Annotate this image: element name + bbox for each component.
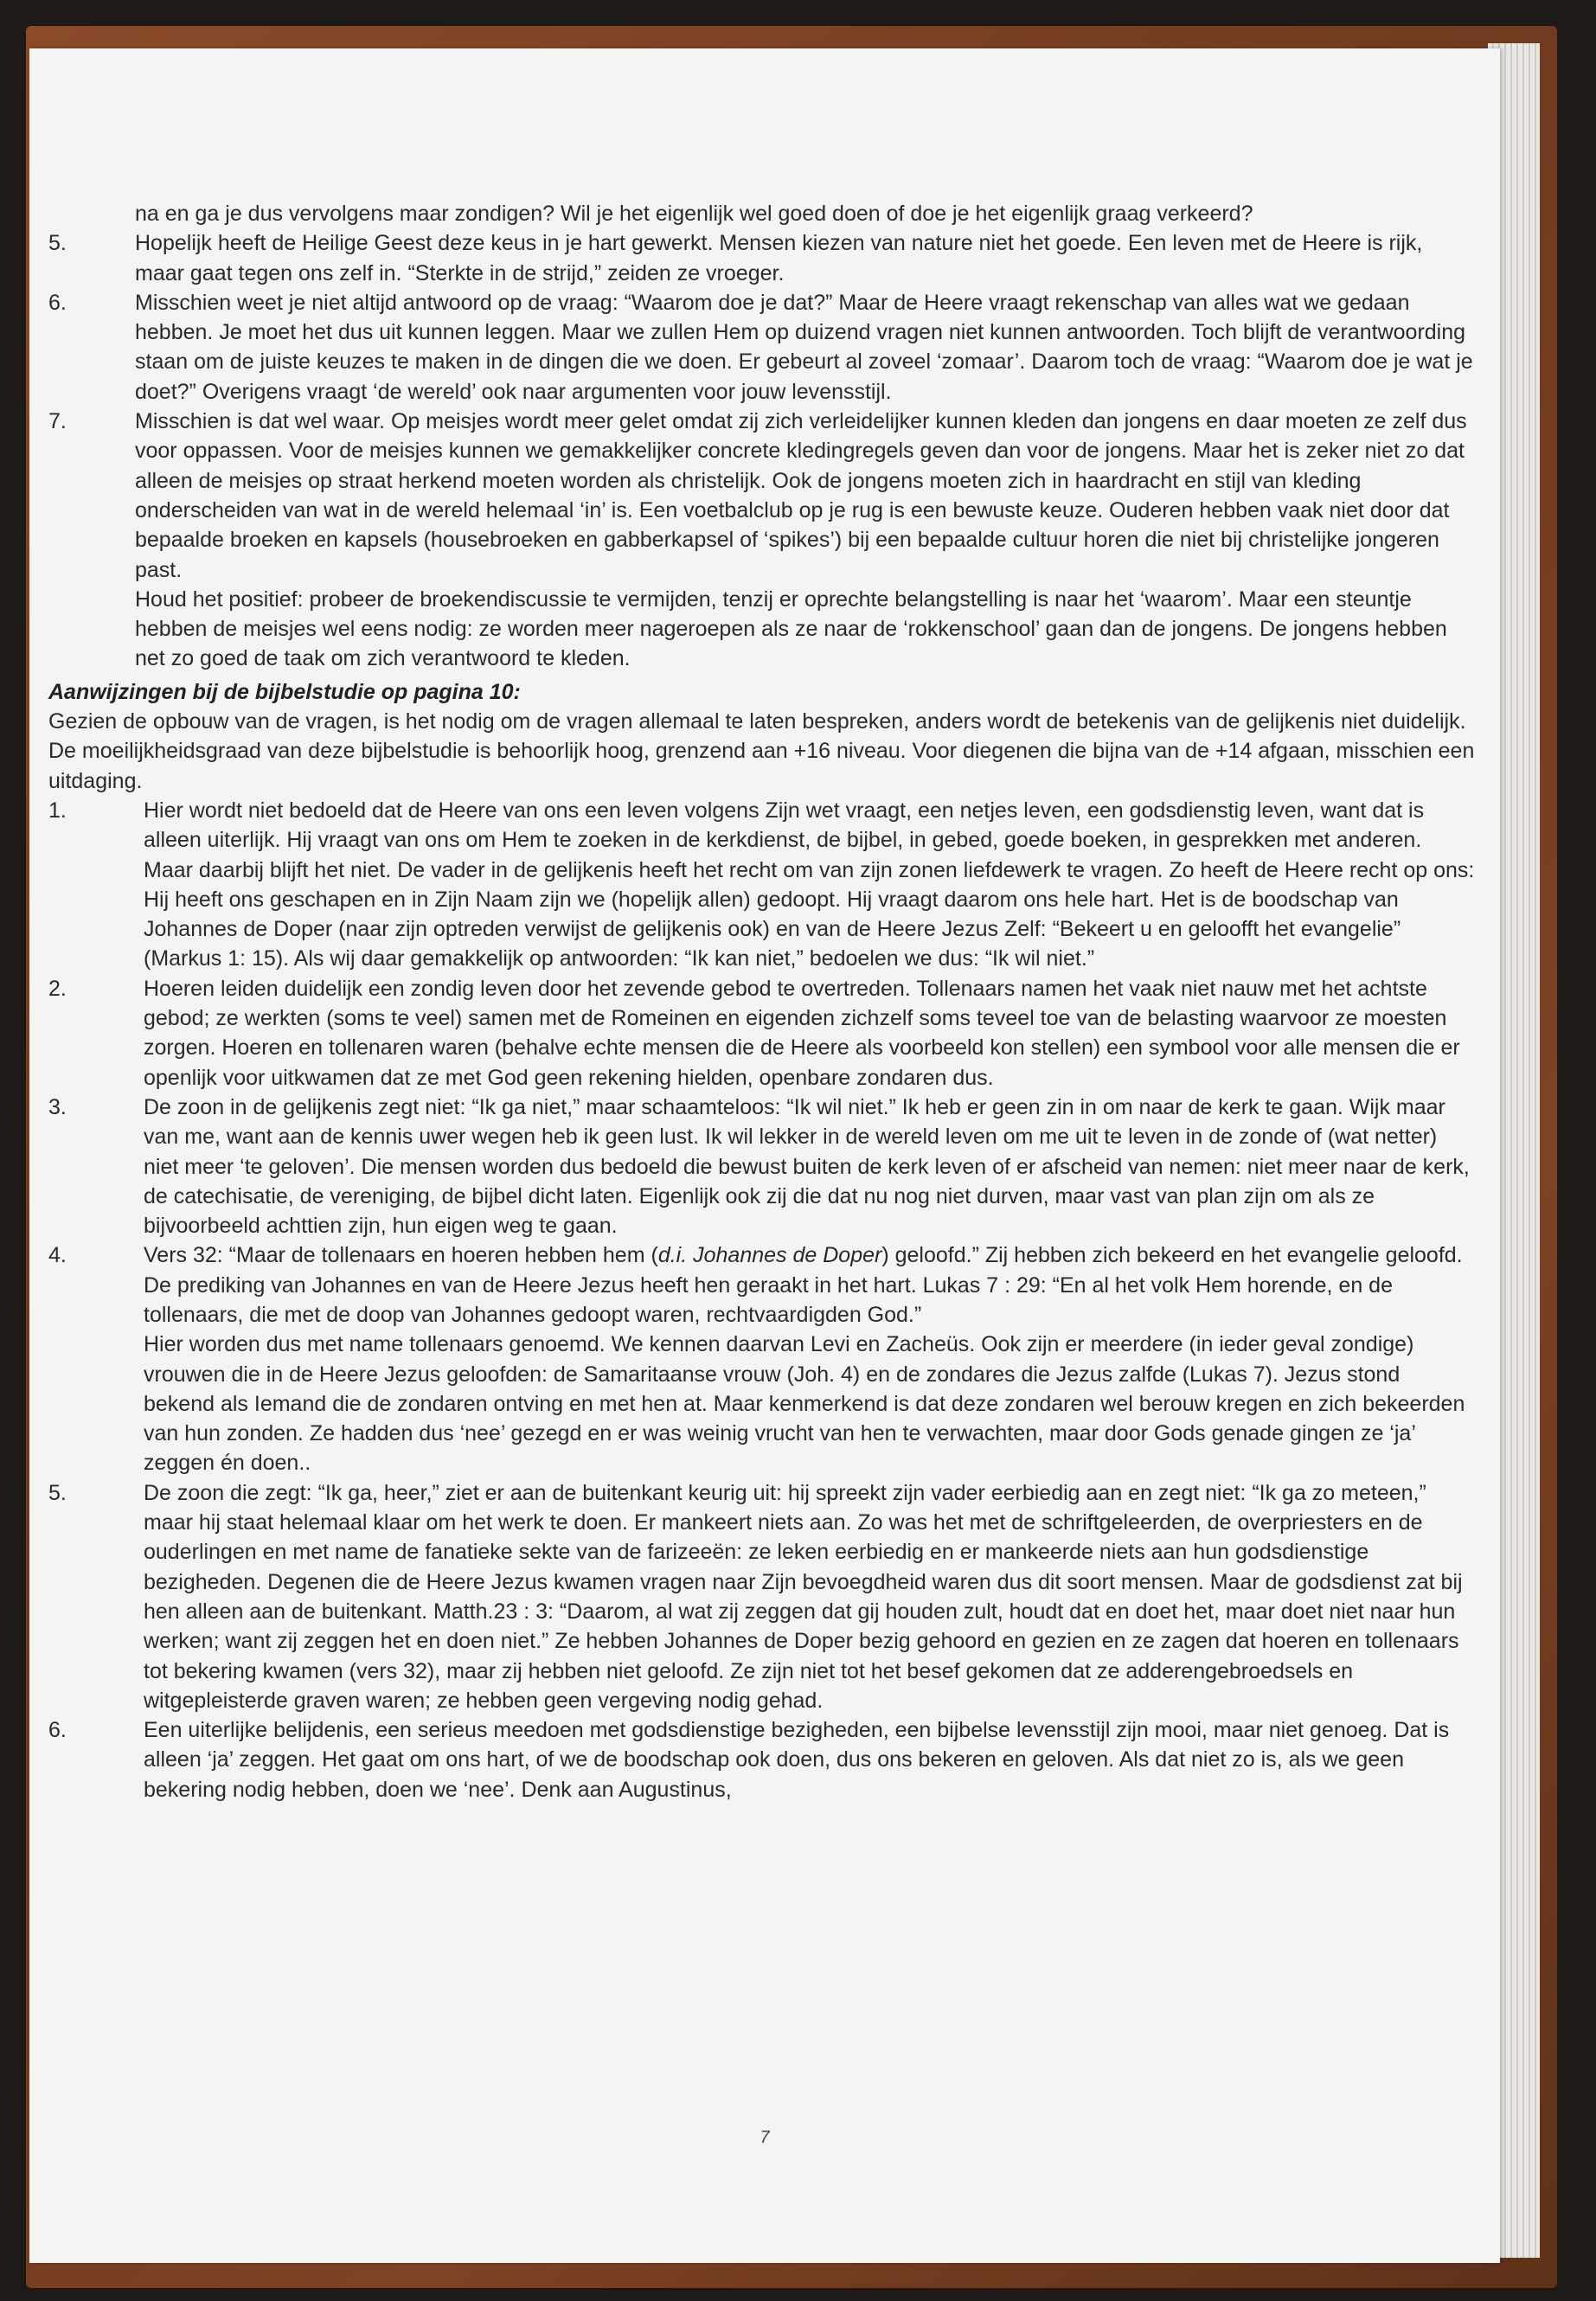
item-number: 5. [48,231,67,256]
item-number: 6. [48,1718,67,1743]
italic-reference: d.i. Johannes de Doper [657,1243,882,1268]
page-content [48,199,1476,1804]
list-item [48,228,1476,288]
paragraph-text: Hier worden dus met name tollenaars genoemd. We kennen daarvan Levi en Zacheüs. Ook zijn er meerdere (in ieder geval zondige) vrouwen die in de Heere Jezus geloofden: de Samaritaanse vrouw (Joh. 4) en de zondares die Jezus zalfde (Lukas 7). Jezus stond bekend als Iemand die de zondaren ontving en met hen at. Maar kenmerkend is dat deze zondaren wel berouw kregen en zich bekeerden van hun zonden. Ze hadden dus ‘nee’ gezegd en er was weinig vrucht van hen te verwachten, maar door Gods genade gingen ze ‘ja’ zeggen én doen.. [144,1332,1465,1476]
list-item [48,1478,1476,1715]
section-bible-study-notes [48,796,1476,1804]
list-item [48,796,1476,974]
item-number: 3. [48,1094,67,1119]
item-text-continued: ) geloofd.” Zij hebben zich bekeerd en het evangelie geloofd. De prediking van Johannes en van de Heere Jezus heeft hen geraakt in het hart. Lukas 7 : 29: “En al het volk Hem horende, en de tollenaars, die met de doop van Johannes gedoopt waren, rechtvaardigden God.” [144,1243,1463,1327]
paragraph-text: Houd het positief: probeer de broekendiscussie te vermijden, tenzij er oprechte belangstelling is naar het ‘waarom’. Maar een steuntje hebben de meisjes wel eens nodig: ze worden meer nageroepen als ze naar de ‘rokkenschool’ gaan dan de jongens. De jongens hebben net zo goed de taak om zich verantwoord te kleden. [135,586,1447,671]
page-number: 7 [760,2128,770,2147]
item-number: 2. [48,976,67,1001]
item-number: 6. [48,290,67,315]
list-item [48,1093,1476,1240]
list-item [48,1240,1476,1330]
list-item [48,407,1476,585]
item-text: Vers 32: “Maar de tollenaars en hoeren hebben hem ( [144,1243,658,1268]
paragraph [48,1330,1476,1477]
paragraph [48,585,1476,674]
section-heading: Aanwijzingen bij de bijbelstudie op pagina 10: [48,679,521,704]
item-number: 4. [48,1243,67,1268]
list-item [48,1715,1476,1804]
intro-paragraph: Gezien de opbouw van de vragen, is het nodig om de vragen allemaal te laten bespreken, anders wordt de betekenis van de gelijkenis niet duidelijk. De moeilijkheidsgraad van deze bijbelstudie is behoorlijk hoog, grenzend aan +16 niveau. Voor diegenen die bijna van de +14 afgaan, misschien een uitdaging. [48,709,1475,793]
paragraph [48,199,1476,228]
item-number: 1. [48,798,67,823]
item-text: Hopelijk heeft de Heilige Geest deze keus in je hart gewerkt. Mensen kiezen van nature niet het goede. Een leven met de Heere is rijk, maar gaat tegen ons zelf in. “Sterkte in de strijd,” zeiden ze vroeger. [135,231,1423,285]
item-text: De zoon die zegt: “Ik ga, heer,” ziet er aan de buitenkant keurig uit: hij spreekt zijn vader eerbiedig aan en zegt niet: “Ik ga zo meteen,” maar hij staat helemaal klaar om het werk te doen. Er mankeert niets aan. Zo was het met de schriftgeleerden, de overpriesters en de ouderlingen en met name de fanatieke sekte van de farizeeën: ze leken eerbiedig en er mankeerde niets aan hun godsdienstige bezigheden. Degenen die de Heere Jezus kwamen vragen naar Zijn bevoegdheid waren dus dit soort mensen. Maar de godsdienst zat bij hen alleen aan de buitenkant. Matth.23 : 3: “Daarom, al wat zij zeggen dat gij houden zult, houdt dat en doet het, maar doet niet naar hun werken; want zij zeggen het en doen niet.” Ze hebben Johannes de Doper bezig gehoord en gezien en ze zagen dat hoeren en tollenaars tot bekering kwamen (vers 32), maar zij hebben niet geloofd. Ze zijn niet tot het besef gekomen dat ze adderengebroedsels en witgepleisterde graven waren; ze hebben geen vergeving nodig gehad. [144,1480,1463,1713]
item-text: Misschien weet je niet altijd antwoord op de vraag: “Waarom doe je dat?” Maar de Heere vraagt rekenschap van alles wat we gedaan hebben. Je moet het dus uit kunnen leggen. Maar we zullen Hem op duizend vragen niet kunnen antwoorden. Toch blijft de verantwoording staan om de juiste keuzes te maken in de dingen die we doen. Er gebeurt al zoveel ‘zomaar’. Daarom toch de vraag: “Waarom doe je wat je doet?” Overigens vraagt ‘de wereld’ ook naar argumenten voor jouw levensstijl. [135,290,1473,404]
item-text: Hier wordt niet bedoeld dat de Heere van ons een leven volgens Zijn wet vraagt, een netjes leven, een godsdienstig leven, want dat is alleen uiterlijk. Hij vraagt van ons om Hem te zoeken in de kerkdienst, de bijbel, in gebed, goede boeken, in gesprekken met anderen. Maar daarbij blijft het niet. De vader in de gelijkenis heeft het recht om van zijn zonen liefdewerk te vragen. Zo heeft de Heere recht op ons: Hij heeft ons geschapen en in Zijn Naam zijn we (hopelijk allen) gedoopt. Hij vraagt daarom ons hele hart. Het is de boodschap van Johannes de Doper (naar zijn optreden verwijst de gelijkenis ook) en van de Heere Jezus Zelf: “Bekeert u en geloofft het evangelie” (Markus 1: 15). Als wij daar gemakkelijk op antwoorden: “Ik kan niet,” bedoelen we dus: “Ik wil niet.” [144,798,1475,971]
item-text: Misschien is dat wel waar. Op meisjes wordt meer gelet omdat zij zich verleidelijker kunnen kleden dan jongens en daar moeten ze zelf dus voor oppassen. Voor de meisjes kunnen we gemakkelijker concrete kledingregels geven dan voor de jongens. Maar het is zeker niet zo dat alleen de meisjes op straat herkend moeten worden als christelijk. Ook de jongens moeten zich in haardracht en stijl van kleding onderscheiden van wat in de wereld helemaal ‘in’ is. Een voetbalclub op je rug is een bewuste keuze. Ouderen hebben vaak niet door dat bepaalde broeken en kapsels (housebroeken en gabberkapsel of ‘spikes’) bij een bepaalde cultuur horen die niet bij christelijke jongeren past. [135,409,1467,582]
item-text: Een uiterlijke belijdenis, een serieus meedoen met godsdienstige bezigheden, een bijbelse levensstijl zijn mooi, maar niet genoeg. Dat is alleen ‘ja’ zeggen. Het gaat om ons hart, of we de boodschap ook doen, dus ons bekeren en geloven. Als dat niet zo is, als we geen bekering nodig hebben, doen we ‘nee’. Denk aan Augustinus, [144,1718,1450,1802]
item-text: De zoon in de gelijkenis zegt niet: “Ik ga niet,” maar schaamteloos: “Ik wil niet.” Ik heb er geen zin in om naar de kerk te gaan. Wijk maar van me, want aan de kennis uwer wegen heb ik geen lust. Ik wil lekker in de wereld leven om me uit te leven in de zonde of (wat netter) niet meer ‘te geloven’. Die mensen worden dus bedoeld die bewust buiten de kerk leven of er afscheid van nemen: niet meer naar de kerk, de catechisatie, de vereniging, de bijbel dicht laten. Eigenlijk ook zij die dat nu nog niet durven, maar vast van plan zijn om als ze bijvoorbeeld achttien zijn, hun eigen weg te gaan. [144,1094,1470,1239]
item-number: 5. [48,1480,67,1505]
list-item [48,974,1476,1093]
item-number: 7. [48,409,67,434]
list-item [48,288,1476,407]
item-text: Hoeren leiden duidelijk een zondig leven door het zevende gebod te overtreden. Tollenaars namen het vaak niet nauw met het achtste gebod; ze werkten (soms te veel) samen met de Romeinen en eigenden zichzelf soms teveel toe van de belasting waarvoor ze moesten zorgen. Hoeren en tollenaren waren (behalve echte mensen die de Heere als voorbeeld kon stellen) een symbool voor alle mensen die er openlijk voor uitkwamen dat ze met God geen rekening hielden, openbare zondaren dus. [144,976,1460,1090]
paragraph-text: na en ga je dus vervolgens maar zondigen? Wil je het eigenlijk wel goed doen of doe je het eigenlijk graag verkeerd? [135,202,1253,226]
book-page [29,48,1500,2263]
section-answers-continued [48,199,1476,674]
